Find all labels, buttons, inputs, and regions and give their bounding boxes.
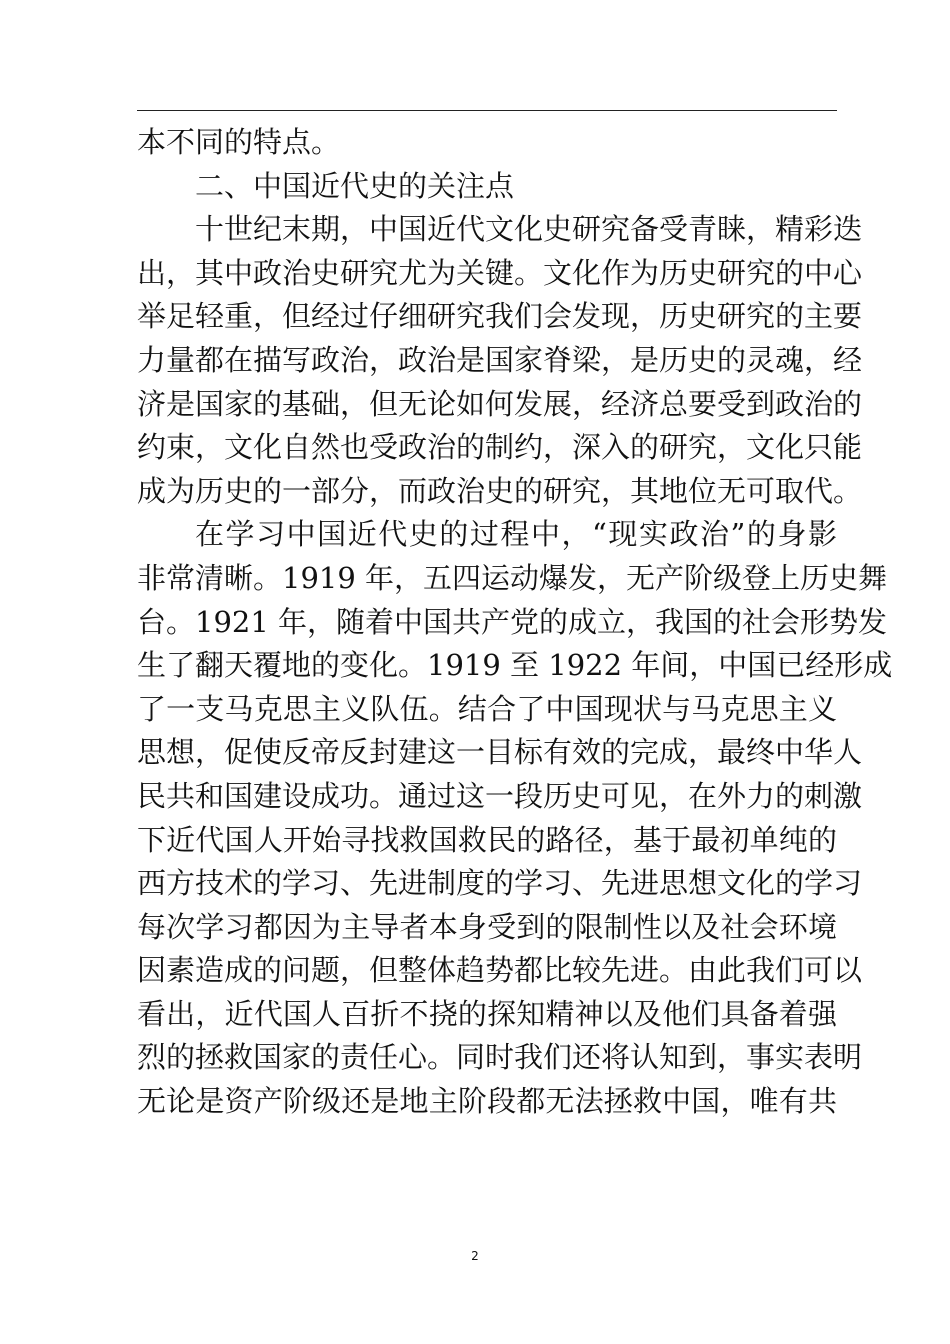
text-line: 烈的拯救国家的责任心。同时我们还将认知到，事实表明 xyxy=(137,1040,863,1075)
text-line: 西方技术的学习、先进制度的学习、先进思想文化的学习 xyxy=(137,866,863,901)
text-line: 每次学习都因为主导者本身受到的限制性以及社会环境 xyxy=(137,909,837,944)
text-line: 生了翻天覆地的变化。1919 至 1922 年间，中国已经形成 xyxy=(137,648,893,683)
text-line: 台。1921 年，随着中国共产党的成立，我国的社会形势发 xyxy=(137,604,888,639)
document-body xyxy=(137,121,893,1124)
text-line: 力量都在描写政治，政治是国家脊梁，是历史的灵魂，经 xyxy=(137,342,863,377)
header-rule xyxy=(137,110,837,111)
section-heading: 二、中国近代史的关注点 xyxy=(195,168,515,203)
text-line: 出，其中政治史研究尤为关键。文化作为历史研究的中心 xyxy=(137,255,863,290)
text-line: 了一支马克思主义队伍。结合了中国现状与马克思主义 xyxy=(137,691,837,726)
text-line: 民共和国建设成功。通过这一段历史可见，在外力的刺激 xyxy=(137,778,863,813)
text-line: 在学习中国近代史的过程中，“现实政治”的身影 xyxy=(195,517,837,552)
text-line: 约束，文化自然也受政治的制约，深入的研究，文化只能 xyxy=(137,430,863,465)
text-line: 十世纪末期，中国近代文化史研究备受青睐，精彩迭 xyxy=(195,212,863,247)
page-number: 2 xyxy=(471,1249,479,1263)
text-line: 无论是资产阶级还是地主阶段都无法拯救中国，唯有共 xyxy=(137,1084,837,1119)
text-line: 下近代国人开始寻找救国救民的路径，基于最初单纯的 xyxy=(137,822,837,857)
text-line: 本不同的特点。 xyxy=(137,125,341,159)
text-line: 看出，近代国人百折不挠的探知精神以及他们具备着强 xyxy=(137,996,837,1031)
text-line: 成为历史的一部分，而政治史的研究，其地位无可取代。 xyxy=(137,473,863,508)
text-line: 思想，促使反帝反封建这一目标有效的完成，最终中华人 xyxy=(137,735,863,770)
text-line: 非常清晰。1919 年，五四运动爆发，无产阶级登上历史舞 xyxy=(137,560,888,595)
text-line: 因素造成的问题，但整体趋势都比较先进。由此我们可以 xyxy=(137,953,863,988)
text-line: 济是国家的基础，但无论如何发展，经济总要受到政治的 xyxy=(137,386,863,421)
text-line: 举足轻重，但经过仔细研究我们会发现，历史研究的主要 xyxy=(137,299,863,334)
